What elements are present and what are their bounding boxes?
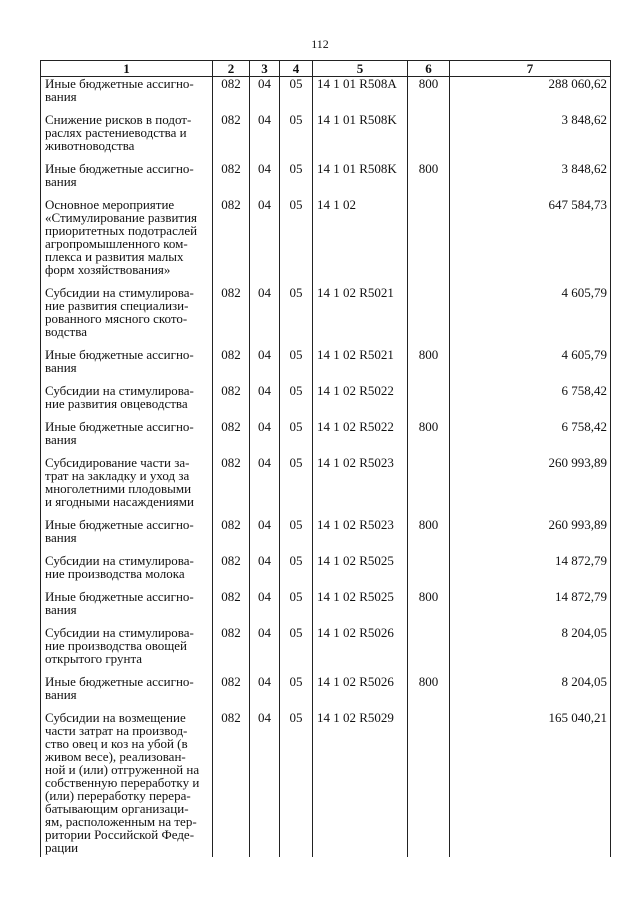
- cell-subsection: 05: [280, 626, 313, 675]
- name-line: ство овец и коз на убой (в: [45, 736, 188, 751]
- cell-expense-type: 800: [408, 420, 450, 456]
- table-row: [41, 518, 611, 554]
- cell-expense-type: 800: [408, 675, 450, 711]
- table-row: [41, 675, 611, 711]
- cell-section: 04: [250, 286, 280, 348]
- name-line: Субсидии на стимулирова-: [45, 625, 194, 640]
- cell-section: 04: [250, 590, 280, 626]
- cell-ministry: 082: [213, 420, 250, 456]
- cell-ministry: 082: [213, 711, 250, 857]
- column-header-section: 3: [250, 61, 280, 77]
- cell-target: 14 1 02 R5029: [313, 711, 408, 857]
- cell-amount: 6 758,42: [450, 420, 611, 456]
- cell-amount: 14 872,79: [450, 554, 611, 590]
- name-line: трат на закладку и уход за: [45, 468, 190, 483]
- cell-subsection: 05: [280, 518, 313, 554]
- cell-name: [41, 286, 213, 348]
- cell-subsection: 05: [280, 286, 313, 348]
- name-line: рации: [45, 840, 79, 855]
- name-line: форм хозяйствования»: [45, 262, 171, 277]
- cell-expense-type: 800: [408, 77, 450, 114]
- name-line: вания: [45, 174, 77, 189]
- cell-expense-type: [408, 384, 450, 420]
- name-line: агропромышленного ком-: [45, 236, 188, 251]
- name-line: Субсидии на стимулирова-: [45, 553, 194, 568]
- cell-subsection: 05: [280, 348, 313, 384]
- cell-ministry: 082: [213, 113, 250, 162]
- cell-expense-type: 800: [408, 348, 450, 384]
- table-header: [41, 61, 611, 77]
- name-line: плекса и развития малых: [45, 249, 184, 264]
- name-line: Иные бюджетные ассигно-: [45, 76, 194, 91]
- cell-section: 04: [250, 384, 280, 420]
- name-line: живом весе), реализован-: [45, 749, 186, 764]
- name-line: вания: [45, 360, 77, 375]
- cell-amount: 165 040,21: [450, 711, 611, 857]
- name-line: Иные бюджетные ассигно-: [45, 419, 194, 434]
- name-line: рованного мясного ското-: [45, 311, 188, 326]
- table-row: [41, 198, 611, 286]
- name-line: Субсидирование части за-: [45, 455, 190, 470]
- cell-target: 14 1 02 R5021: [313, 286, 408, 348]
- name-line: Субсидии на стимулирова-: [45, 285, 194, 300]
- cell-expense-type: [408, 113, 450, 162]
- cell-section: 04: [250, 113, 280, 162]
- cell-ministry: 082: [213, 384, 250, 420]
- column-header-ministry: 2: [213, 61, 250, 77]
- cell-target: 14 1 02 R5021: [313, 348, 408, 384]
- name-line: вания: [45, 432, 77, 447]
- cell-amount: 288 060,62: [450, 77, 611, 114]
- cell-ministry: 082: [213, 675, 250, 711]
- table-body: [41, 77, 611, 858]
- table-row: [41, 554, 611, 590]
- cell-amount: 8 204,05: [450, 675, 611, 711]
- cell-name: [41, 162, 213, 198]
- cell-amount: 260 993,89: [450, 456, 611, 518]
- table-row: [41, 456, 611, 518]
- name-line: раслях растениеводства и: [45, 125, 187, 140]
- cell-section: 04: [250, 348, 280, 384]
- page-number: 112: [311, 37, 329, 51]
- cell-subsection: 05: [280, 675, 313, 711]
- table-row: [41, 384, 611, 420]
- name-line: Иные бюджетные ассигно-: [45, 589, 194, 604]
- cell-section: 04: [250, 77, 280, 114]
- column-header-amount: 7: [450, 61, 611, 77]
- cell-name: [41, 554, 213, 590]
- cell-ministry: 082: [213, 286, 250, 348]
- name-line: ям, расположенным на тер-: [45, 814, 197, 829]
- cell-target: 14 1 02 R5022: [313, 384, 408, 420]
- cell-ministry: 082: [213, 348, 250, 384]
- cell-amount: 14 872,79: [450, 590, 611, 626]
- cell-amount: 647 584,73: [450, 198, 611, 286]
- name-line: вания: [45, 89, 77, 104]
- cell-amount: 3 848,62: [450, 113, 611, 162]
- cell-section: 04: [250, 626, 280, 675]
- table-row: [41, 113, 611, 162]
- cell-ministry: 082: [213, 198, 250, 286]
- cell-target: 14 1 02 R5025: [313, 554, 408, 590]
- name-line: (или) переработку перера-: [45, 788, 191, 803]
- name-line: ной и (или) отгруженной на: [45, 762, 200, 777]
- cell-target: 14 1 02 R5026: [313, 626, 408, 675]
- cell-ministry: 082: [213, 554, 250, 590]
- table-row: [41, 77, 611, 114]
- cell-section: 04: [250, 518, 280, 554]
- cell-name: [41, 675, 213, 711]
- cell-subsection: 05: [280, 384, 313, 420]
- cell-ministry: 082: [213, 590, 250, 626]
- name-line: приоритетных подотраслей: [45, 223, 198, 238]
- table-row: [41, 286, 611, 348]
- cell-amount: 4 605,79: [450, 348, 611, 384]
- budget-table: [40, 60, 611, 857]
- cell-amount: 4 605,79: [450, 286, 611, 348]
- cell-name: [41, 348, 213, 384]
- cell-section: 04: [250, 198, 280, 286]
- cell-amount: 260 993,89: [450, 518, 611, 554]
- name-line: и ягодными насаждениями: [45, 494, 194, 509]
- name-line: ние развития овцеводства: [45, 396, 188, 411]
- cell-name: [41, 198, 213, 286]
- name-line: ние производства овощей: [45, 638, 187, 653]
- cell-expense-type: [408, 456, 450, 518]
- name-line: открытого грунта: [45, 651, 143, 666]
- cell-target: 14 1 02: [313, 198, 408, 286]
- name-line: Иные бюджетные ассигно-: [45, 517, 194, 532]
- cell-name: [41, 420, 213, 456]
- name-line: Иные бюджетные ассигно-: [45, 347, 194, 362]
- cell-name: [41, 590, 213, 626]
- cell-ministry: 082: [213, 626, 250, 675]
- name-line: «Стимулирование развития: [45, 210, 198, 225]
- name-line: Снижение рисков в подот-: [45, 112, 192, 127]
- name-line: Субсидии на возмещение: [45, 710, 186, 725]
- name-line: батывающим организаци-: [45, 801, 189, 816]
- table-row: [41, 348, 611, 384]
- cell-section: 04: [250, 420, 280, 456]
- name-line: вания: [45, 530, 77, 545]
- name-line: Иные бюджетные ассигно-: [45, 674, 194, 689]
- column-header-target: 5: [313, 61, 408, 77]
- cell-ministry: 082: [213, 518, 250, 554]
- cell-target: 14 1 02 R5026: [313, 675, 408, 711]
- name-line: водства: [45, 324, 87, 339]
- cell-amount: 6 758,42: [450, 384, 611, 420]
- name-line: животноводства: [45, 138, 135, 153]
- cell-expense-type: 800: [408, 518, 450, 554]
- cell-section: 04: [250, 711, 280, 857]
- cell-subsection: 05: [280, 554, 313, 590]
- cell-subsection: 05: [280, 198, 313, 286]
- cell-expense-type: [408, 286, 450, 348]
- name-line: многолетними плодовыми: [45, 481, 192, 496]
- name-line: собственную переработку и: [45, 775, 200, 790]
- cell-subsection: 05: [280, 711, 313, 857]
- header-row: [41, 61, 611, 77]
- cell-section: 04: [250, 162, 280, 198]
- cell-ministry: 082: [213, 77, 250, 114]
- name-line: вания: [45, 602, 77, 617]
- name-line: Иные бюджетные ассигно-: [45, 161, 194, 176]
- table-row: [41, 420, 611, 456]
- cell-subsection: 05: [280, 162, 313, 198]
- table-row: [41, 590, 611, 626]
- cell-ministry: 082: [213, 162, 250, 198]
- cell-amount: 3 848,62: [450, 162, 611, 198]
- table-row: [41, 162, 611, 198]
- cell-ministry: 082: [213, 456, 250, 518]
- cell-name: [41, 456, 213, 518]
- cell-name: [41, 384, 213, 420]
- cell-subsection: 05: [280, 77, 313, 114]
- cell-expense-type: 800: [408, 162, 450, 198]
- cell-name: [41, 518, 213, 554]
- cell-subsection: 05: [280, 113, 313, 162]
- cell-section: 04: [250, 456, 280, 518]
- column-header-subsection: 4: [280, 61, 313, 77]
- name-line: ние развития специализи-: [45, 298, 189, 313]
- cell-target: 14 1 02 R5025: [313, 590, 408, 626]
- cell-target: 14 1 02 R5022: [313, 420, 408, 456]
- name-line: ритории Российской Феде-: [45, 827, 195, 842]
- cell-name: [41, 113, 213, 162]
- cell-name: [41, 626, 213, 675]
- cell-target: 14 1 01 R508A: [313, 77, 408, 114]
- cell-target: 14 1 01 R508K: [313, 113, 408, 162]
- name-line: вания: [45, 687, 77, 702]
- name-line: Основное мероприятие: [45, 197, 175, 212]
- cell-target: 14 1 02 R5023: [313, 518, 408, 554]
- cell-expense-type: [408, 198, 450, 286]
- cell-name: [41, 77, 213, 114]
- cell-subsection: 05: [280, 420, 313, 456]
- column-header-name: 1: [41, 61, 213, 77]
- cell-expense-type: [408, 626, 450, 675]
- cell-section: 04: [250, 675, 280, 711]
- table-row: [41, 711, 611, 857]
- name-line: части затрат на производ-: [45, 723, 188, 738]
- column-header-expense-type: 6: [408, 61, 450, 77]
- cell-expense-type: [408, 554, 450, 590]
- cell-name: [41, 711, 213, 857]
- cell-target: 14 1 02 R5023: [313, 456, 408, 518]
- cell-target: 14 1 01 R508K: [313, 162, 408, 198]
- cell-subsection: 05: [280, 590, 313, 626]
- cell-amount: 8 204,05: [450, 626, 611, 675]
- name-line: ние производства молока: [45, 566, 185, 581]
- table-row: [41, 626, 611, 675]
- cell-expense-type: [408, 711, 450, 857]
- cell-section: 04: [250, 554, 280, 590]
- cell-expense-type: 800: [408, 590, 450, 626]
- cell-subsection: 05: [280, 456, 313, 518]
- name-line: Субсидии на стимулирова-: [45, 383, 194, 398]
